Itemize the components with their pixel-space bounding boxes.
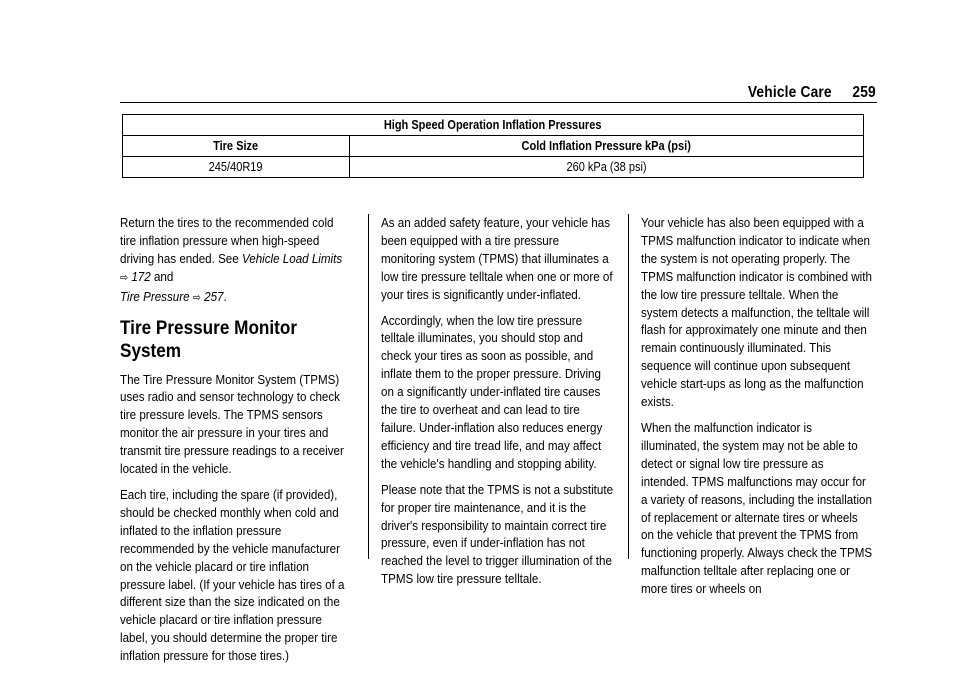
malfunction-indicator-paragraph: Your vehicle has also been equipped with a TPMS malfunction indicator to indicate when the system is not operating properly. The TPMS malfunction indicator is combined with the low tire pressure telltale. When the system detects a malfunction, the telltale will flash for approximately one minute and then remain continuously illuminated. This sequence will continue upon subsequent vehicle start-ups as long as the malfunction exists. bbox=[641, 215, 872, 410]
middle-column bbox=[381, 214, 645, 596]
telltale-paragraph: Accordingly, when the low tire pressure telltale illuminates, you should stop and check your tires as soon as possible, and inflate them to the proper pressure. Driving on a significantly under-inflated tire causes the tire to overheat and can lead to tire failure. Under-inflation also reduces energy efficiency and tire tread life, and may affect the vehicle's handling and stopping ability. bbox=[381, 312, 603, 471]
cell-tire-size: 245/40R19 bbox=[123, 157, 350, 178]
xref-page-257[interactable]: 257 bbox=[204, 288, 224, 304]
cell-pressure: 260 kPa (38 psi) bbox=[350, 157, 864, 178]
column-divider bbox=[368, 214, 369, 559]
monthly-check-paragraph: Each tire, including the spare (if provided), should be checked monthly when cold and inflated to the inflation pressure recommended by the vehicle manufacturer on the vehicle placard or tire inflation pressure label. (If your vehicle has tires of a different size than the size indicated on the vehicle placard or tire inflation pressure label, you should determine the proper tire inflation pressure for those tires.) bbox=[120, 486, 345, 664]
xref-tire-pressure[interactable]: Tire Pressure bbox=[120, 288, 190, 304]
page-header bbox=[748, 84, 876, 102]
table-header-row bbox=[123, 136, 864, 157]
tpms-intro-paragraph: The Tire Pressure Monitor System (TPMS) uses radio and sensor technology to check tire pressure levels. The TPMS sensors monitor the air pressure in your tires and transmit tire pressure readings to a receiver located in the vehicle. bbox=[120, 371, 344, 477]
page-ref-arrow-icon: ⇨ bbox=[120, 271, 129, 284]
xref-vehicle-load-limits[interactable]: Vehicle Load Limits bbox=[241, 250, 343, 266]
page-number: 259 bbox=[852, 84, 876, 101]
column-divider bbox=[628, 214, 629, 559]
col-header-tire-size: Tire Size bbox=[123, 136, 350, 157]
right-column bbox=[641, 214, 905, 606]
section-title: Vehicle Care bbox=[747, 84, 832, 101]
malfunction-illuminated-paragraph: When the malfunction indicator is illuminated, the system may not be able to detect or signal low tire pressure as intended. TPMS malfunctions may occur for a variety of reasons, including the installation of replacement or alternate tires or wheels on the vehicle that prevent the TPMS from functioning properly. Always check the TPMS malfunction telltale after replacing one or more tires or wheels on bbox=[641, 419, 873, 597]
table-title: High Speed Operation Inflation Pressures bbox=[123, 115, 864, 136]
table-row bbox=[123, 157, 864, 178]
header-rule bbox=[120, 102, 877, 103]
left-column bbox=[120, 214, 384, 673]
return-tires-paragraph: Return the tires to the recommended cold tire inflation pressure when high-speed driving has ended. See Vehicle Load Limits ⇨ 172 and Tire Pressure ⇨ 257. bbox=[120, 215, 343, 304]
xref-page-172[interactable]: 172 bbox=[131, 268, 151, 284]
maintenance-note-paragraph: Please note that the TPMS is not a substitute for proper tire maintenance, and it is the driver's responsibility to maintain correct tire pressure, even if under-inflation has not reached the level to trigger illumination of the TPMS low tire pressure telltale. bbox=[381, 481, 614, 587]
page-ref-arrow-icon: ⇨ bbox=[192, 291, 201, 304]
col-header-pressure: Cold Inflation Pressure kPa (psi) bbox=[350, 136, 864, 157]
table-title-row bbox=[123, 115, 864, 136]
inflation-pressure-table bbox=[122, 114, 864, 178]
safety-feature-paragraph: As an added safety feature, your vehicle has been equipped with a tire pressure monitoring system (TPMS) that illuminates a low tire pressure telltale when one or more of your tires is significantly under-inflated. bbox=[381, 215, 613, 302]
section-heading: Tire Pressure Monitor System bbox=[120, 316, 298, 362]
